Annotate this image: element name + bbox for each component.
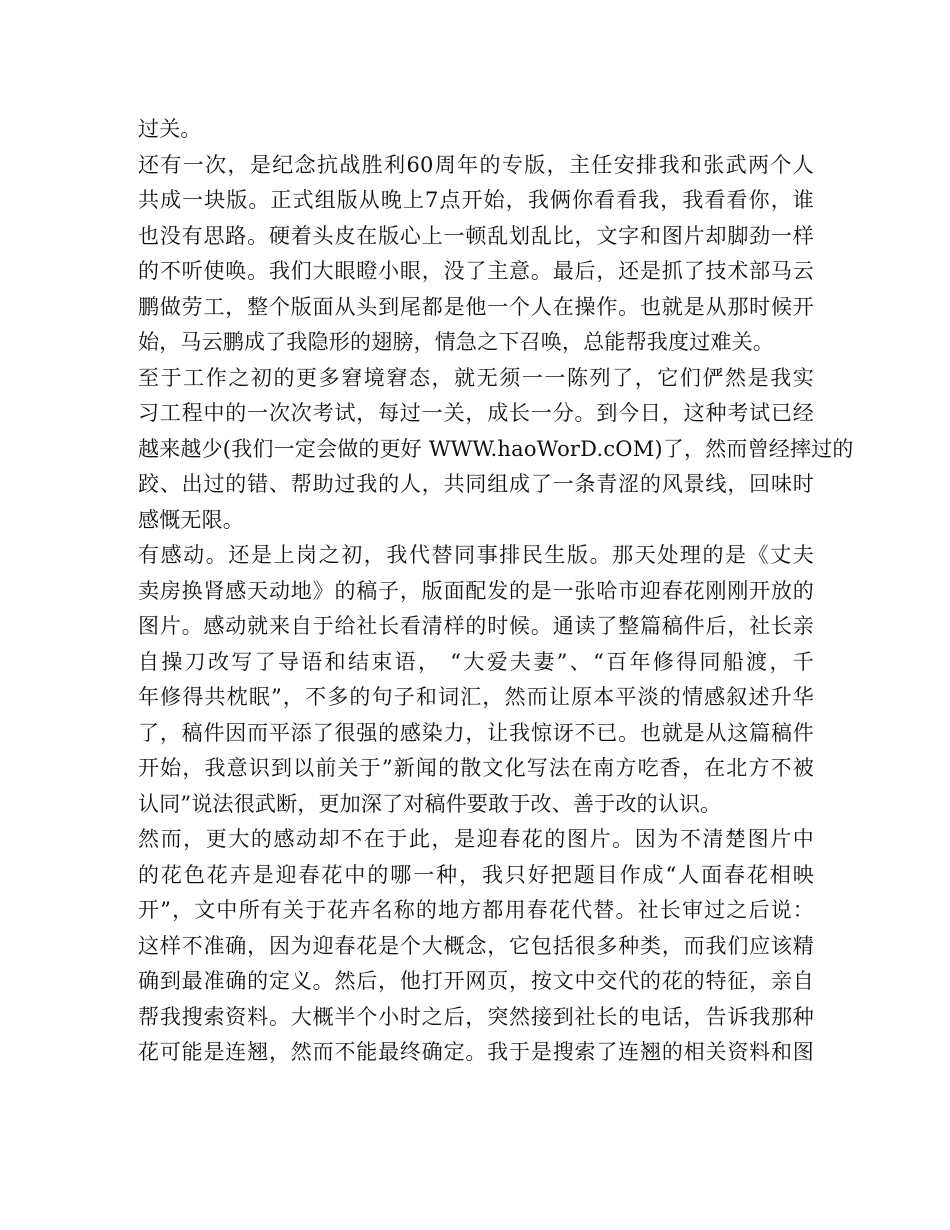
body-text bbox=[138, 112, 854, 1071]
text-line: 确到最准确的定义。然后，他打开网页，按文中交代的花的特征，亲自 bbox=[138, 969, 814, 993]
text-line: 年修得共枕眠”，不多的句子和词汇，然而让原本平淡的情感叙述升华 bbox=[138, 685, 814, 709]
text-line: 花可能是连翘，然而不能最终确定。我于是搜索了连翘的相关资料和图 bbox=[138, 1040, 814, 1064]
text-line: 然而，更大的感动却不在于此，是迎春花的图片。因为不清楚图片中 bbox=[138, 827, 814, 851]
text-line: 有感动。还是上岗之初，我代替同事排民生版。那天处理的是《丈夫 bbox=[138, 543, 814, 567]
text-line: 越来越少(我们一定会做的更好 WWW.haoWorD.cOM)了，然而曾经摔过的 bbox=[138, 436, 854, 461]
text-line: 自操刀改写了导语和结束语， “大爱夫妻”、“百年修得同船渡，千 bbox=[138, 649, 814, 674]
text-line: 感慨无限。 bbox=[138, 507, 244, 532]
text-line: 图片。感动就来自于给社长看清样的时候。通读了整篇稿件后，社长亲 bbox=[138, 614, 814, 638]
text-line: 过关。 bbox=[138, 117, 202, 141]
text-line: 开”，文中所有关于花卉名称的地方都用春花代替。社长审过之后说： bbox=[138, 898, 814, 922]
text-line: 的花色花卉是迎春花中的哪一种，我只好把题目作成“人面春花相映 bbox=[138, 862, 814, 887]
text-line: 卖房换肾感天动地》的稿子，版面配发的是一张哈市迎春花刚刚开放的 bbox=[138, 578, 814, 603]
text-line: 了，稿件因而平添了很强的感染力，让我惊讶不已。也就是从这篇稿件 bbox=[138, 720, 814, 745]
text-line: 开始，我意识到以前关于”新闻的散文化写法在南方吃香，在北方不被 bbox=[138, 756, 814, 780]
text-line: 也没有思路。硬着头皮在版心上一顿乱划乱比，文字和图片却脚劲一样 bbox=[138, 223, 814, 248]
text-line: 共成一块版。正式组版从晚上7点开始，我俩你看看我，我看看你，谁 bbox=[138, 188, 814, 212]
text-line: 这样不准确，因为迎春花是个大概念，它包括很多种类，而我们应该精 bbox=[138, 933, 814, 958]
text-line: 帮我搜索资料。大概半个小时之后，突然接到社长的电话，告诉我那种 bbox=[138, 1004, 814, 1029]
text-line: 始，马云鹏成了我隐形的翅膀，情急之下召唤，总能帮我度过难关。 bbox=[138, 330, 774, 354]
text-line: 至于工作之初的更多窘境窘态，就无须一一陈列了，它们俨然是我实 bbox=[138, 365, 814, 390]
text-line: 的不听使唤。我们大眼瞪小眼，没了主意。最后，还是抓了技术部马云 bbox=[138, 259, 814, 283]
text-line: 认同”说法很武断，更加深了对稿件要敢于改、善于改的认识。 bbox=[138, 791, 722, 816]
text-line: 鹏做劳工，整个版面从头到尾都是他一个人在操作。也就是从那时候开 bbox=[138, 294, 814, 319]
text-line: 还有一次，是纪念抗战胜利60周年的专版，主任安排我和张武两个人 bbox=[138, 152, 814, 177]
text-line: 习工程中的一次次考试，每过一关，成长一分。到今日，这种考试已经 bbox=[138, 401, 814, 425]
text-line: 跤、出过的错、帮助过我的人，共同组成了一条青涩的风景线，回味时 bbox=[138, 472, 814, 496]
